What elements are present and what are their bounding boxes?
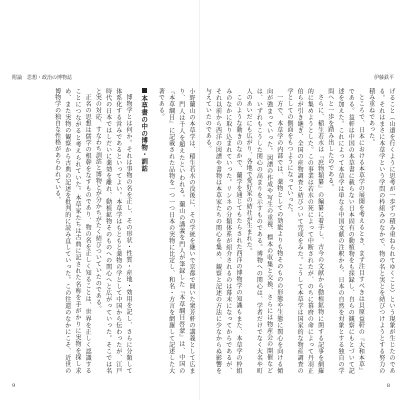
left-page-body — [12, 88, 196, 374]
gutter-divider — [199, 0, 200, 400]
right-page — [204, 0, 400, 400]
paragraph: このような動きのなかで、蘭学を通じてもたらされた西洋の博物学の知識もまた、本草学の枠組みのなかに取り込まれていった。リンネの分類体系が紹介されるのは幕末になってからであるが、それ以前から西洋の図譜や書物は本草家たちの関心を集め、観察と記述の方法に少なからぬ影響を与えていたのである。 — [204, 88, 242, 374]
paragraph: さらに、稲生若水は『庶物類纂』の編纂に着手し、古今の文献から動植鉱物に関する記事を網羅的に集めようとした。この事業は若水の死によって中断されたが、のちに幕府の命によって丹羽正伯らが引き継ぎ、全国の産物調査と結びついて完成をみた。こうして本草学は国家的な物産調査の学としての側面をもつようになっていった。 — [285, 88, 324, 374]
section-heading — [139, 88, 149, 374]
paragraph: 博物学とは何か。それは事物の名を正し、その形状・性質・産地・効用を記し、さらに分類して体系化する営みであるといってよい。本草学はもともと薬物の学として中国から伝わったが、江戸時代の日本ではしだいに薬効を離れ、動植鉱物そのものへの関心へと広がっていった。そこでは名と実の対応、すなわち訓詁と博物とが分かちがたく結びついていたのである。 — [94, 88, 132, 374]
paragraph: げること（山道を行くように思考が一歩ずつ積み重ねられてゆくこと）という現象が生じたのである。それはまさに本草学という学問の枠組みのなかで、物の名と実とを結びつけようとする努力の積み重ねであった。 — [367, 88, 395, 374]
section-heading-text: 本草書の中の博物・訓詁 — [140, 95, 149, 172]
right-page-body — [206, 88, 396, 374]
paragraph: 小野蘭山の本草学は、稲生若水の没後に、その学統を継いで京都で開いた衆芳軒の講義として広まり、門人は千人を超えたといわれる。蘭山の講義を門人が筆録した『本草綱目啓蒙』は、中国の『本草綱目』に記載された品物を一つ一つ日本の実物に比定し、和名・方言を網羅して記述した大著である。 — [157, 88, 195, 374]
running-header-title: 附論 思想・政治の博物誌 — [12, 75, 73, 81]
page-number: 9 — [12, 383, 16, 389]
left-page — [2, 0, 198, 400]
paragraph: 正名の思想は儒学の根幹をなすものであり、物の名を正しく知ることは、世界を正しく認識することにつながると考えられていた。本草家たちは古典に記された名称を手がかりに実物を探し求め、また実物の観察から古典の記述を批判的に読み直していった。この往還のなかにこそ、近世の博物学の独自な性格があらわれている。 — [53, 88, 92, 374]
page-number: 8 — [386, 383, 390, 389]
paragraph: 一方で、本草学の内部では、薬物としての効能よりも物そのものの形態や生態に関心を向ける傾向が強まっていった。図譜の作成や写生の重視、標本の収集と交換、さらには物産会の開催などは、いずれもこうした関心の高まりを示すものである。博物への関心は、学者だけでなく大名や町人のあいだにも広がり、各地で愛好家の結社が生まれた。 — [245, 88, 283, 374]
running-header-author: 伊藤鉄平 — [373, 75, 394, 81]
paragraph: ところで、日本における本草学の展開を考えるとき、まず注目すべきは貝原益軒の『大和本草』である。益軒は中国の本草書に載らない日本固有の動植物をも採録し、自らの観察にもとづいて記述を加えた。これによって本草学は単なる中国文献の注釈から、日本の自然を対象とする独自の学問へと一歩を踏み出したのである。 — [326, 88, 365, 374]
